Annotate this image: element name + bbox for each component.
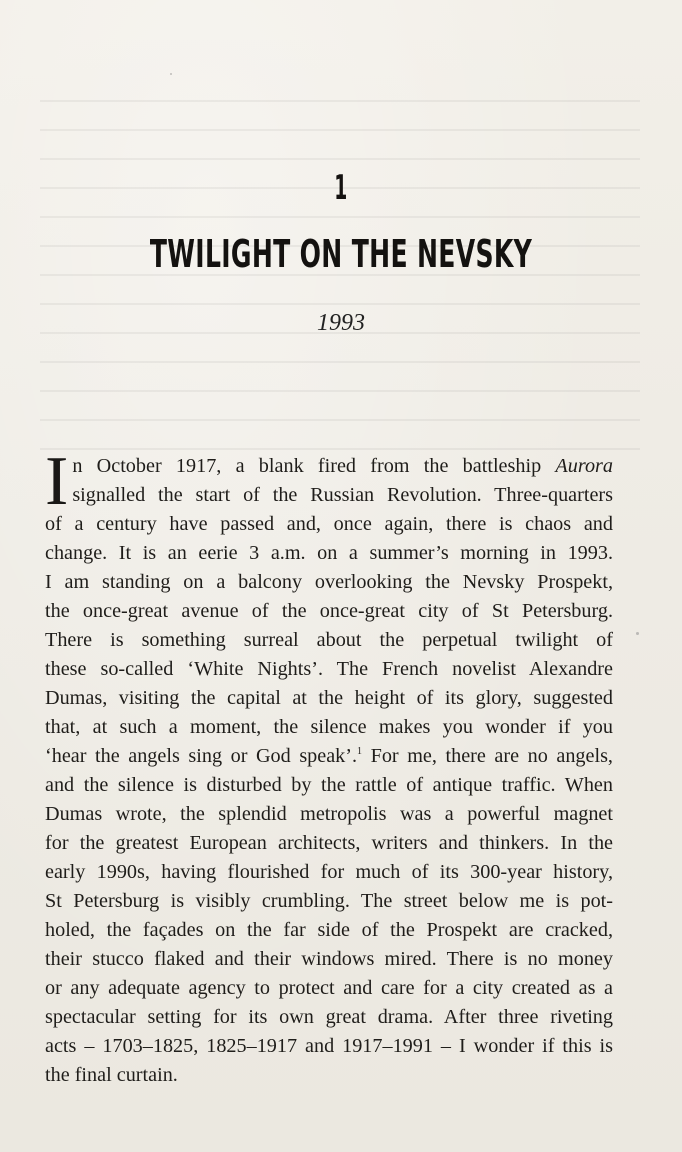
body-line-last: the final curtain. xyxy=(45,1064,178,1086)
footnote-marker: 1 xyxy=(357,746,363,757)
body-line: of a century have passed and, once again, there is chaos and xyxy=(45,513,613,535)
body-line: change. It is an eerie 3 a.m. on a summer’s morning in 1993. xyxy=(45,542,613,564)
body-line: I am standing on a balcony overlooking the Nevsky Prospekt, xyxy=(45,571,613,593)
chapter-number: 1 xyxy=(334,168,348,208)
body-line: Dumas, visiting the capital at the height of its glory, suggested xyxy=(45,687,613,709)
body-line: signalled the start of the Russian Revolution. Three-quarters xyxy=(72,484,613,506)
paper-speck xyxy=(636,632,639,635)
body-line: the once-great avenue of the once-great city of St Petersburg. xyxy=(45,600,613,622)
body-line: St Petersburg is visibly crumbling. The street below me is pot- xyxy=(45,890,613,912)
body-line: for the greatest European architects, writers and thinkers. In the xyxy=(45,832,613,854)
chapter-body xyxy=(45,443,613,1090)
body-line: spectacular setting for its own great drama. After three riveting xyxy=(45,1006,613,1028)
body-line: and the silence is disturbed by the rattle of antique traffic. When xyxy=(45,774,613,796)
body-line: acts – 1703–1825, 1825–1917 and 1917–1991 – I wonder if this is xyxy=(45,1035,613,1057)
body-line: ‘hear the angels sing or God speak’.$^1$ For me, there are no angels, xyxy=(45,745,613,767)
paper-speck xyxy=(170,73,172,75)
body-line: Dumas wrote, the splendid metropolis was a powerful magnet xyxy=(45,803,613,825)
bleed-through-texture xyxy=(40,100,640,460)
body-line: that, at such a moment, the silence makes you wonder if you xyxy=(45,716,613,738)
body-line: early 1990s, having flourished for much of its 300-year history, xyxy=(45,861,613,883)
body-line: their stucco flaked and their windows mired. There is no money xyxy=(45,948,613,970)
chapter-year: 1993 xyxy=(317,310,365,336)
body-line: There is something surreal about the perpetual twilight of xyxy=(45,629,613,651)
drop-cap: I xyxy=(45,443,69,520)
body-line: or any adequate agency to protect and care for a city created as a xyxy=(45,977,613,999)
body-line: n October 1917, a blank fired from the battleship Aurora xyxy=(72,455,613,477)
body-line: holed, the façades on the far side of the Prospekt are cracked, xyxy=(45,919,613,941)
chapter-title: TWILIGHT ON THE NEVSKY xyxy=(149,232,533,276)
ship-name: Aurora xyxy=(555,455,613,477)
body-line: these so-called ‘White Nights’. The French novelist Alexandre xyxy=(45,658,613,680)
